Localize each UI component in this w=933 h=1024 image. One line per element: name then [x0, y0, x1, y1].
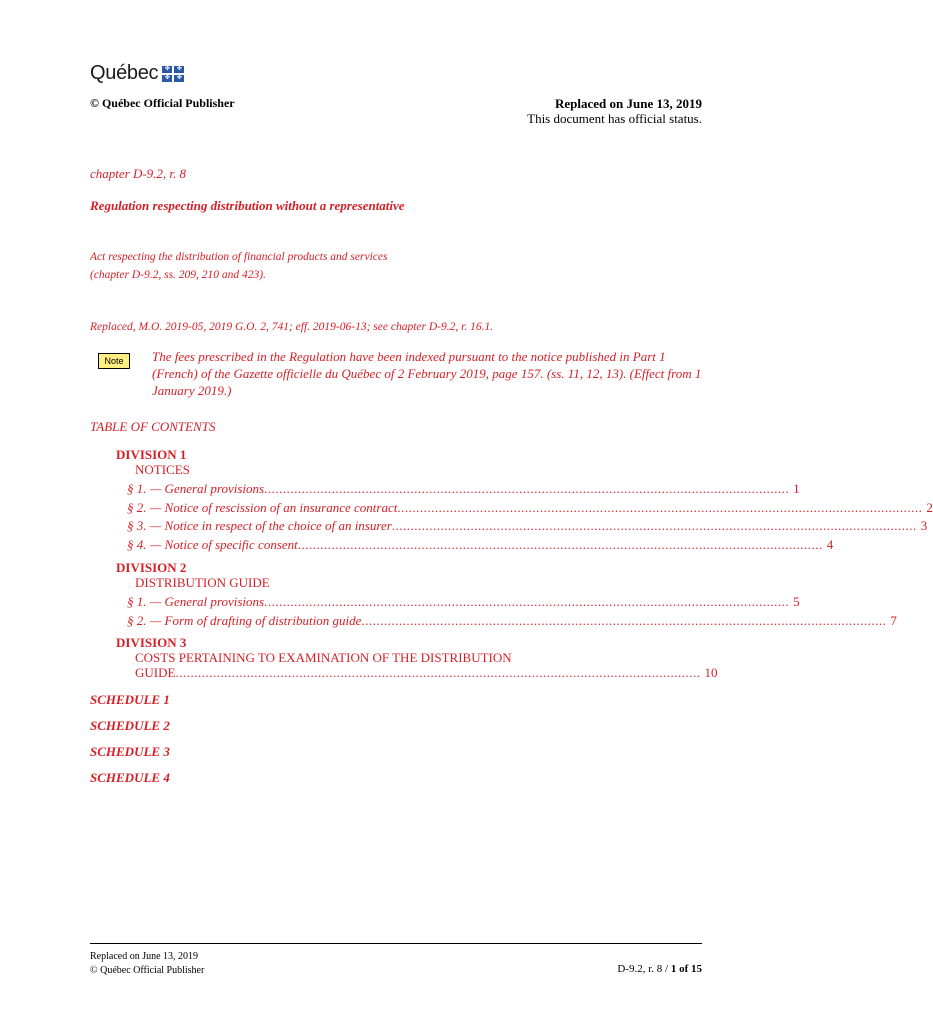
toc-item-label: § 3. — Notice in respect of the choice of an insurer [127, 518, 392, 533]
toc-item-label: § 2. — Notice of rescission of an insurance contract [127, 500, 398, 515]
toc-item-page: 10 [704, 665, 718, 680]
toc-item[interactable] [127, 613, 897, 629]
header-replaced-date: Replaced on June 13, 2019 [555, 96, 702, 111]
replacement-notice: Replaced, M.O. 2019-05, 2019 G.O. 2, 741; eff. 2019-06-13; see chapter D-9.2, r. 16.1. [90, 321, 494, 333]
toc-division-2-title[interactable]: DISTRIBUTION GUIDE [135, 575, 270, 590]
toc-item-page: 2 [926, 500, 933, 515]
footer-page-ref: D-9.2, r. 8 / [617, 963, 669, 975]
footer-publisher: © Québec Official Publisher [90, 965, 205, 976]
toc-item-label: § 1. — General provisions [127, 481, 265, 496]
toc-division-1-title[interactable]: NOTICES [135, 462, 190, 477]
toc-division-1-heading[interactable]: DIVISION 1 [116, 447, 187, 462]
toc-item[interactable] [127, 500, 933, 516]
footer-page-number [617, 963, 702, 975]
enabling-act-line-2: (chapter D-9.2, ss. 209, 210 and 423). [90, 269, 266, 281]
toc-item[interactable] [127, 594, 800, 610]
toc-leader-dots: ............................................................................................................................................ [361, 613, 887, 628]
toc-leader-dots: ............................................................................................................................................ [264, 594, 790, 609]
header-publisher: © Québec Official Publisher [90, 96, 235, 110]
toc-item-label: GUIDE [135, 665, 176, 680]
logo-text: Québec [90, 62, 159, 84]
toc-item-label: § 2. — Form of drafting of distribution guide [127, 613, 362, 628]
toc-leader-dots: ............................................................................................................................................ [264, 481, 790, 496]
toc-schedule-3[interactable]: SCHEDULE 3 [90, 744, 170, 759]
header-status: This document has official status. [527, 111, 702, 126]
fleur-de-lis-flag-icon: ✤ ✤ ✤ ✤ [162, 66, 184, 82]
toc-division-3-heading[interactable]: DIVISION 3 [116, 635, 187, 650]
toc-leader-dots: ............................................................................................................................................ [391, 518, 917, 533]
quebec-logo [90, 62, 184, 85]
footer-replaced-date: Replaced on June 13, 2019 [90, 951, 199, 962]
toc-item-label: § 1. — General provisions [127, 594, 265, 609]
footer-left [90, 950, 204, 978]
toc-item[interactable] [127, 537, 834, 553]
toc-leader-dots: ............................................................................................................................................ [297, 537, 823, 552]
note-icon[interactable]: Note [98, 353, 130, 369]
toc-item-page: 5 [793, 594, 800, 609]
toc-division-3-title[interactable]: COSTS PERTAINING TO EXAMINATION OF THE DISTRIBUTION [135, 650, 512, 665]
toc-leader-dots: ............................................................................................................................................ [175, 665, 701, 680]
toc-item-page: 3 [920, 518, 928, 533]
toc-leader-dots: ............................................................................................................................................ [397, 500, 923, 515]
toc-item-page: 1 [793, 481, 800, 496]
toc-item[interactable] [127, 481, 800, 497]
footer-divider [90, 943, 702, 944]
toc-schedule-1[interactable]: SCHEDULE 1 [90, 692, 170, 707]
chapter-reference: chapter D-9.2, r. 8 [90, 166, 187, 181]
regulation-title: Regulation respecting distribution without a representative [90, 198, 405, 213]
toc-title: TABLE OF CONTENTS [90, 419, 216, 434]
enabling-act-line-1: Act respecting the distribution of financial products and services [90, 251, 388, 263]
toc-item-page: 7 [890, 613, 897, 628]
note-text: The fees prescribed in the Regulation have been indexed pursuant to the notice published in Part 1 (French) of the Gazette officielle du Québec of 2 February 2019, page 157. (ss. 11, 12, 13). (Effect from 1 January 2019.) [152, 349, 702, 398]
toc-schedule-4[interactable]: SCHEDULE 4 [90, 770, 170, 785]
toc-division-2-heading[interactable]: DIVISION 2 [116, 560, 187, 575]
toc-item-label: § 4. — Notice of specific consent [127, 537, 298, 552]
toc-item[interactable] [135, 665, 718, 681]
toc-item[interactable] [127, 518, 928, 534]
toc-schedule-2[interactable]: SCHEDULE 2 [90, 718, 170, 733]
footer-page-of: 1 of 15 [670, 963, 702, 975]
enabling-act [90, 248, 387, 284]
toc-item-page: 4 [826, 537, 834, 552]
